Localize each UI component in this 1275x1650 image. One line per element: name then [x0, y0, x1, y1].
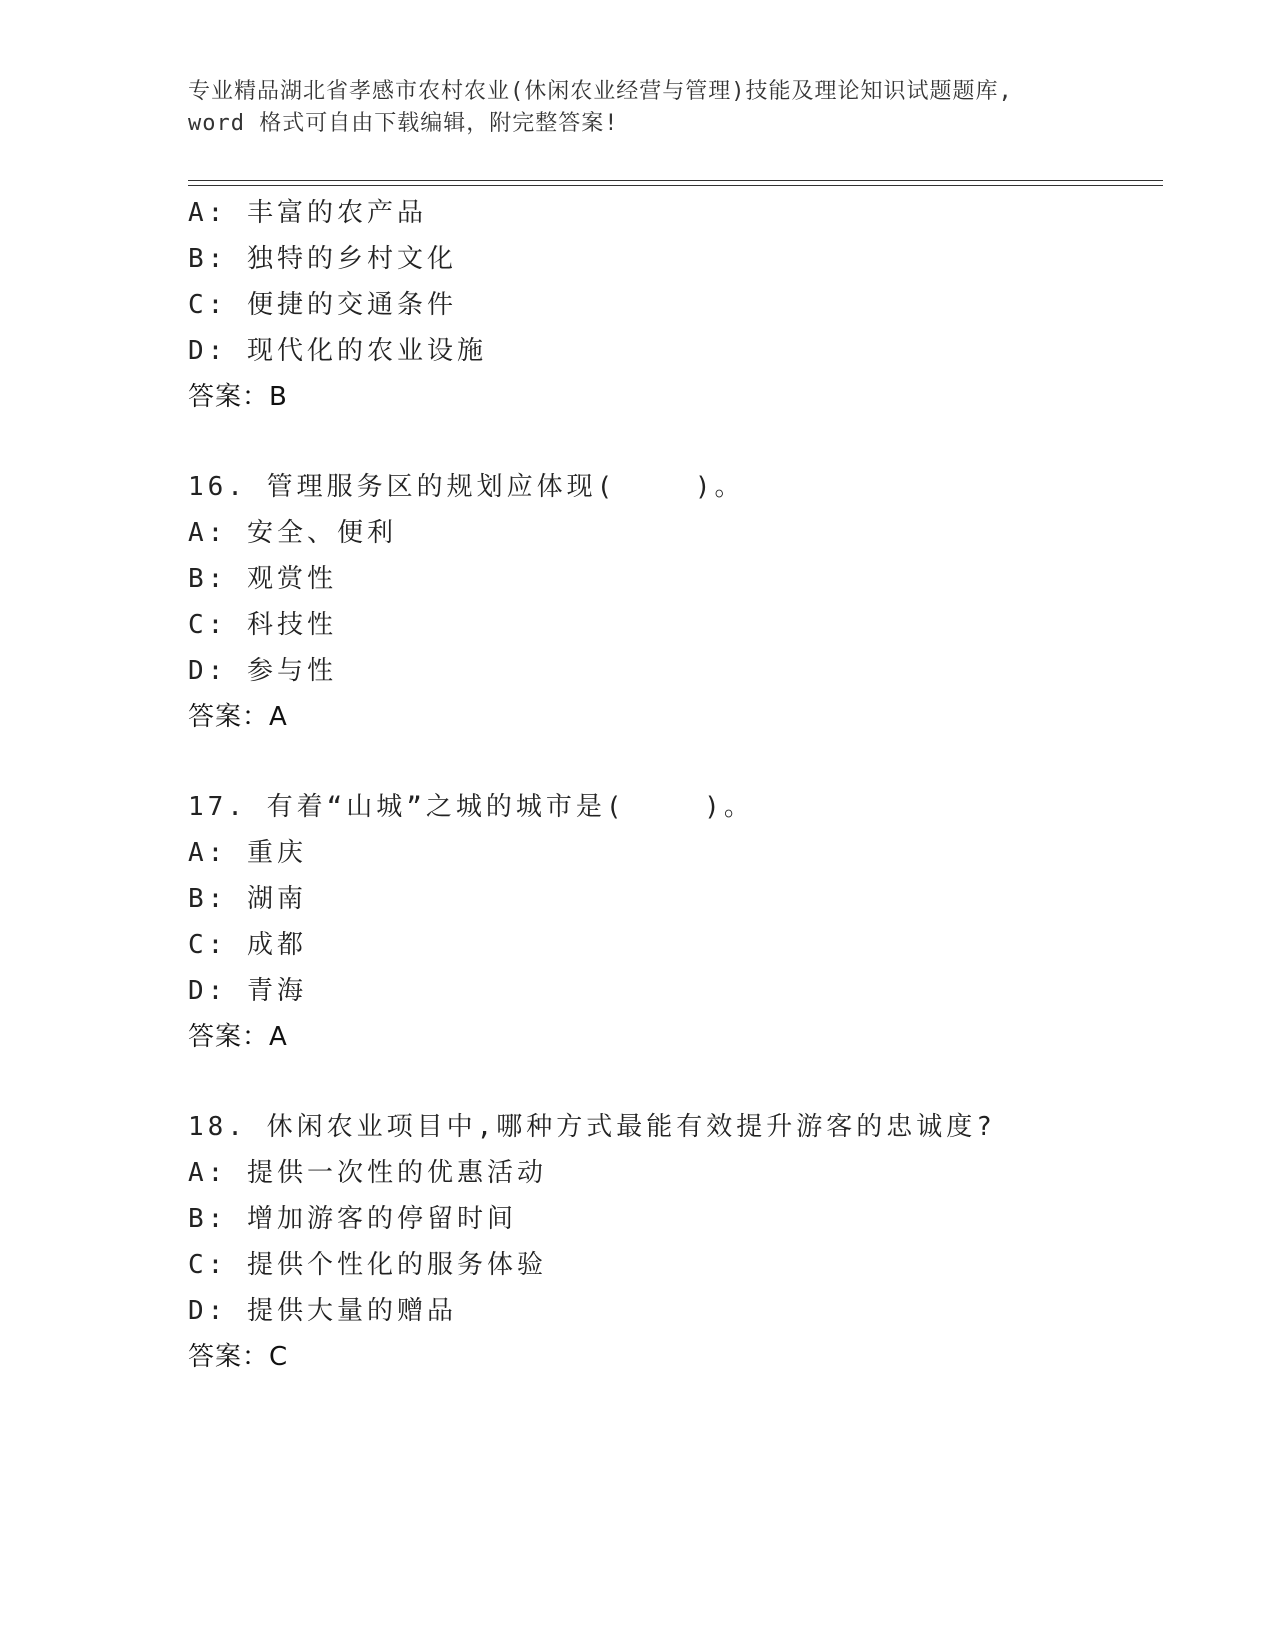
- answer: 答案：C: [188, 1342, 289, 1372]
- option-d: D: 青海: [188, 976, 307, 1006]
- option-c: C: 成都: [188, 930, 307, 960]
- spacer: [188, 740, 1168, 784]
- option-c: C: 提供个性化的服务体验: [188, 1250, 547, 1280]
- header-divider-bottom: [188, 185, 1163, 186]
- option-d: D: 参与性: [188, 656, 337, 686]
- option-b: B: 增加游客的停留时间: [188, 1204, 517, 1234]
- header-line-2: word 格式可自由下载编辑，附完整答案!: [188, 111, 619, 136]
- option-c: C: 科技性: [188, 610, 337, 640]
- header-line-1: 专业精品湖北省孝感市农村农业(休闲农业经营与管理)技能及理论知识试题题库,: [188, 79, 1013, 104]
- answer: 答案：A: [188, 1022, 288, 1052]
- option-a: A: 丰富的农产品: [188, 198, 427, 228]
- option-b: B: 观赏性: [188, 564, 337, 594]
- question-stem: 16. 管理服务区的规划应体现( )。: [188, 472, 745, 502]
- question-stem: 17. 有着“山城”之城的城市是( )。: [188, 792, 754, 822]
- option-d: D: 现代化的农业设施: [188, 336, 487, 366]
- question-16-block: [188, 464, 1168, 740]
- option-d: D: 提供大量的赠品: [188, 1296, 457, 1326]
- option-b: B: 独特的乡村文化: [188, 244, 457, 274]
- spacer: [188, 420, 1168, 464]
- document-header: [188, 76, 1088, 140]
- option-c: C: 便捷的交通条件: [188, 290, 457, 320]
- question-stem: 18. 休闲农业项目中,哪种方式最能有效提升游客的忠诚度?: [188, 1112, 996, 1142]
- question-15-block: [188, 190, 1168, 420]
- question-17-block: [188, 784, 1168, 1060]
- option-b: B: 湖南: [188, 884, 307, 914]
- spacer: [188, 1060, 1168, 1104]
- option-a: A: 重庆: [188, 838, 307, 868]
- option-a: A: 安全、便利: [188, 518, 397, 548]
- question-18-block: [188, 1104, 1168, 1380]
- answer: 答案：B: [188, 382, 288, 412]
- header-divider-top: [188, 180, 1163, 181]
- question-list: [188, 190, 1168, 1380]
- answer: 答案：A: [188, 702, 288, 732]
- option-a: A: 提供一次性的优惠活动: [188, 1158, 547, 1188]
